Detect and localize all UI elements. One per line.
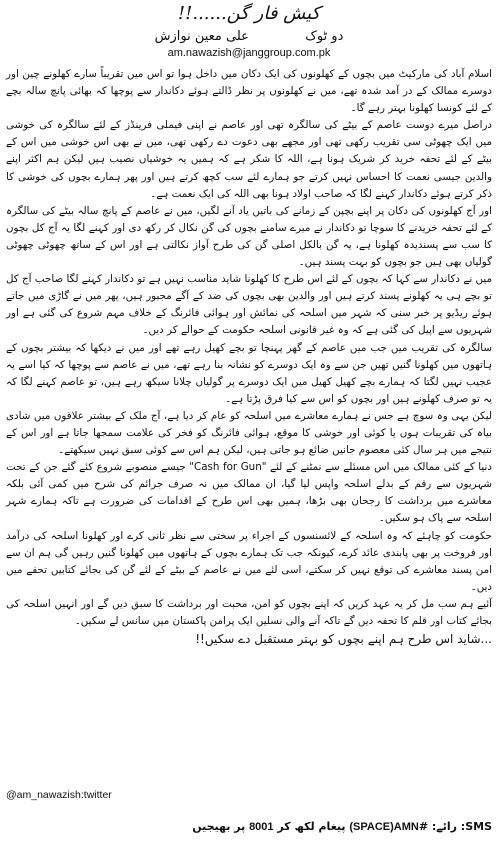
author-email: am.nawazish@janggroup.com.pk	[167, 47, 331, 59]
article-paragraph: حکومت کو چاہئے کہ وہ اسلحہ کے لائسنسوں کے اجراء پر سختی سے نظر ثانی کرے اور کھلونا اسلحہ کی درآمد اور فروخت پر بھی پابندی عائد کرے، کیونکہ جب تک ہمارے بچوں کے ہاتھوں میں کھلونا گنیں رہیں گی ہم ان سے امن پسند معاشرے کی توقع نہیں کر سکتے، اسی لئے میں نے عاصم کے بیٹے کے لئے گن کی بجائے کتابیں تحفے میں دیں۔	[6, 529, 492, 593]
article-column	[6, 0, 492, 843]
byline	[6, 28, 492, 46]
sms-instructions	[192, 820, 492, 833]
article-body	[6, 66, 492, 630]
author-name: علی معین نوازش	[154, 29, 249, 44]
article-paragraph: دراصل میرے دوست عاصم کے بیٹے کی سالگرہ تھی اور عاصم نے اپنی فیملی فرینڈز کے لئے سالگرہ کی خوشی میں ایک چھوٹی سی تقریب رکھی تھی اور مجھے بھی دعوت دے رکھی تھی، میں نے بھی اس خوشی میں اس کے بیٹے کے لئے تحفہ خرید کر شریک ہونا ہے، اللہ کا شکر ہے کہ ہمیں یہ خوشیاں نصیب ہیں لیکن ہم اکثر اپنے والدین جیسی نعمت کا احساس نہیں کرتے جو ہمارے لئے سب کچھ کرتے ہیں اور پھر ہمارے بچوں کی خوشی کا ذکر کرتے ہوئے دکاندار کہنے لگا کہ صاحب اولاد ہونا بھی اللہ کی ایک نعمت ہے۔	[6, 119, 492, 200]
closing-line: ...شاید اس طرح ہم اپنے بچوں کو بہتر مستقبل دے سکیں!!	[195, 632, 492, 647]
sms-middle: پیغام لکھ کر	[277, 820, 346, 833]
article-paragraph: میں نے دکاندار سے کہا کہ بچوں کے لئے اس طرح کا کھلونا شاید مناسب نہیں ہے تو دکاندار کہنے لگا صاحب آج کل تو بچے ہی یہ کھلونے پسند کرتے ہیں اور والدین بھی بچوں کی ضد کے آگے مجبور ہیں، پھر میں نے گاڑی میں جاتے ہوئے ریڈیو پر خبر سنی کہ شہر میں اسلحہ کی نمائش اور ہوائی فائرنگ کے خلاف مہم شروع کی گئی ہے اور شہریوں سے اپیل کی گئی ہے کہ وہ غیر قانونی اسلحہ حکومت کے حوالے کر دیں۔	[6, 273, 492, 337]
article-paragraph: سالگرہ کی تقریب میں جب میں عاصم کے گھر پہنچا تو بچے کھیل رہے تھے اور میں نے دیکھا کہ بیشتر بچوں کے ہاتھوں میں کھلونا گنیں تھیں جن سے وہ ایک دوسرے کو نشانہ بنا رہے تھے، میں نے عاصم سے پوچھا کہ کیا اسے یہ عجیب نہیں لگتا کہ ہمارے بچے کھیل کھیل میں ایک دوسرے پر گولیاں چلانا سیکھ رہے ہیں، تو عاصم کہنے لگا کہ یہ تو صرف کھلونے ہیں اور بچوں کو اس سے کیا فرق پڑتا ہے۔	[6, 341, 492, 405]
sms-code: (SPACE)AMN	[349, 821, 419, 833]
article-paragraph: اور آج کھلونوں کی دکان پر اپنے بچپن کے زمانے کی باتیں یاد آنے لگیں، میں نے عاصم کے پانچ سالہ بیٹے کی سالگرہ کے لئے تحفہ خریدنے کا سوچا تو دکاندار نے میرے سامنے بچوں کی گن نکال کر رکھ دی اور کہنے لگا یہ آج کل بچوں کا سب سے پسندیدہ کھلونا ہے، یہ گن بالکل اصلی گن کی طرح آواز نکالتی ہے اور اس کے ساتھ چھوٹی چھوٹی گولیاں بھی ہیں جو بچوں کو بہت پسند ہیں۔	[6, 204, 492, 269]
article-paragraph: لیکن یہی وہ سوچ ہے جس نے ہمارے معاشرے میں اسلحہ کو عام کر دیا ہے، آج ملک کے بیشتر علاقوں میں شادی بیاہ کی تقریبات ہوں یا کوئی اور خوشی کا موقع، ہوائی فائرنگ کو فخر کی علامت سمجھا جاتا ہے اور اس کے نتیجے میں ہر سال کئی معصوم جانیں ضائع ہو جاتی ہیں، لیکن ہم اس سے کوئی سبق نہیں سیکھتے۔	[6, 409, 492, 457]
article-paragraph: دنیا کے کئی ممالک میں اس مسئلے سے نمٹنے کے لئے "Cash for Gun" جیسے منصوبے شروع کئے گئے جن کے تحت شہریوں سے رقم کے بدلے اسلحہ واپس لیا گیا، ان ممالک میں نہ صرف جرائم کی شرح میں کمی آئی بلکہ معاشرے میں برداشت کا رجحان بھی بڑھا، ہمیں بھی اس طرح کے اقدامات کی ضرورت ہے تاکہ ہمارے شہر اسلحہ سے پاک ہو سکیں۔	[6, 461, 492, 525]
twitter-handle: @am_nawazish:twitter	[6, 789, 112, 801]
article-paragraph: آئیے ہم سب مل کر یہ عہد کریں کہ اپنے بچوں کو امن، محبت اور برداشت کا سبق دیں گے اور انہیں اسلحہ کی بجائے کتاب اور قلم کا تحفہ دیں گے تاکہ آنے والی نسلیں ایک پرامن پاکستان میں سانس لے سکیں۔	[6, 597, 492, 627]
column-name: دو ٹوک	[305, 29, 344, 44]
article-paragraph: اسلام آباد کی مارکیٹ میں بچوں کے کھلونوں کی ایک دکان میں داخل ہوا تو اس میں تقریباً سارے کھلونے چین اور دوسرے ممالک کے در آمد شدہ تھے، میں نے کھلونوں پر نظر ڈالتے ہوئے دکاندار سے پوچھا کہ بھائی پانچ سالہ بچے کے لئے کونسا کھلونا بہتر رہے گا۔	[6, 68, 492, 115]
article-title: کیش فار گن......!!	[177, 3, 321, 24]
sms-number: 8001	[249, 821, 274, 833]
sms-prefix: SMS: رائے: #	[418, 820, 492, 833]
sms-suffix: پر بھیجیں	[192, 820, 246, 833]
